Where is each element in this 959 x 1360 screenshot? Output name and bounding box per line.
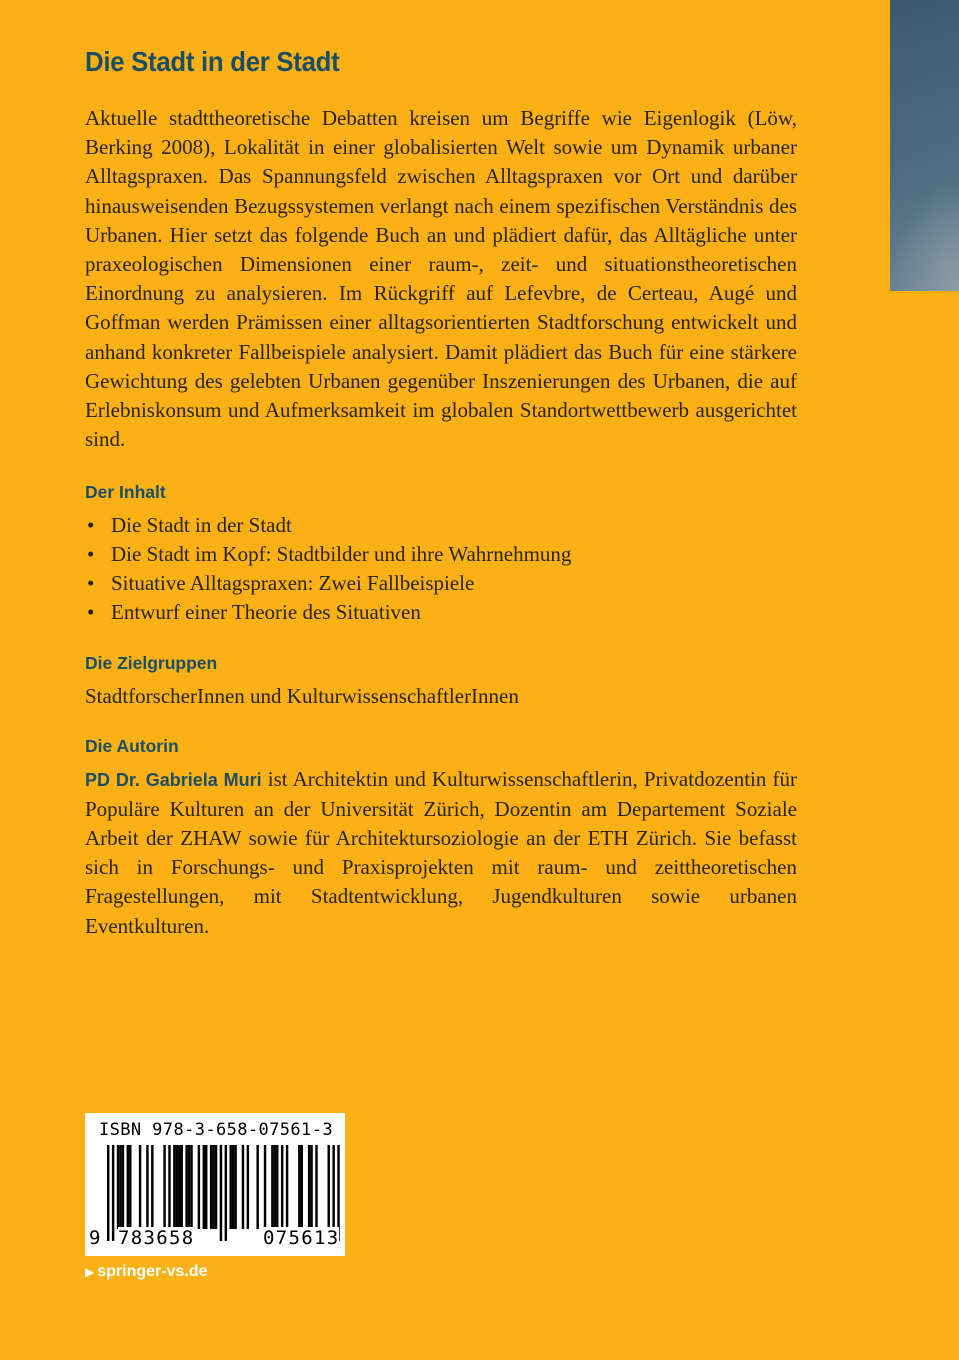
barcode-bar <box>117 1145 119 1229</box>
barcode-bar <box>212 1145 214 1229</box>
barcode-bar <box>315 1145 317 1229</box>
barcode-bar <box>276 1145 278 1229</box>
barcode-bar <box>181 1145 183 1229</box>
barcode-bar <box>310 1145 312 1229</box>
barcode-bar <box>112 1145 114 1241</box>
barcode-bar <box>185 1145 187 1229</box>
zielgruppen-text: StadtforscherInnen und KulturwissenschaftlerInnen <box>85 684 519 709</box>
autorin-bio <box>85 765 797 941</box>
barcode-bar <box>139 1145 141 1229</box>
barcode-bar <box>234 1145 236 1229</box>
book-description: Aktuelle stadttheoretische Debatten kreisen um Begriffe wie Eigenlogik (Löw, Berking 2008), Lokalität in einer globalisierten Welt sowie um Dynamik urbaner Alltagspraxen. Das Spannungsfeld zwischen Alltagspraxen vor Ort und darüber hinausweisenden Bezugssystemen verlangt nach einem spezifischen Verständnis des Urbanen. Hier setzt das folgende Buch an und plädiert dafür, das Alltägliche unter praxeologischen Dimensionen einer raum-, zeit- und situationstheoretischen Einordnung zu analysieren. Im Rückgriff auf Lefevbre, de Certeau, Augé und Goffman werden Prämissen einer alltagsorientierten Stadtforschung entwickelt und anhand konkreter Fallbeispiele analysiert. Damit plädiert das Buch für eine stärkere Gewichtung des gelebten Urbanen gegenüber Inszenierungen des Urbanen, die auf Erlebniskonsum und Aufmerksamkeit im globalen Standortwettbewerb ausgerichtet sind. <box>85 106 797 452</box>
barcode-bar <box>190 1145 192 1229</box>
barcode-bar <box>215 1145 217 1229</box>
barcode-bar <box>256 1145 258 1229</box>
barcode-bar <box>232 1145 234 1229</box>
barcode-bar <box>129 1145 131 1229</box>
barcode-bar <box>286 1145 288 1229</box>
publisher-url: springer-vs.de <box>97 1263 208 1280</box>
barcode-bar <box>271 1145 273 1229</box>
barcode-bar <box>173 1145 175 1229</box>
barcode-bar <box>225 1145 227 1241</box>
barcode-digits-left: 783658 <box>118 1227 195 1249</box>
barcode-bar <box>122 1145 124 1229</box>
barcode-bar <box>146 1145 148 1229</box>
list-item: • Situative Alltagspraxen: Zwei Fallbeispiele <box>85 569 797 598</box>
barcode-digits-right: 075613 <box>263 1227 340 1249</box>
publisher-link[interactable] <box>85 1263 208 1281</box>
cover-corner-art <box>890 0 959 291</box>
inhalt-heading: Der Inhalt <box>85 482 166 503</box>
barcode-bar <box>107 1145 109 1241</box>
list-item: • Die Stadt in der Stadt <box>85 511 797 540</box>
back-cover-content <box>85 46 797 941</box>
barcode-bar <box>328 1145 330 1229</box>
barcode-bar <box>281 1145 283 1229</box>
barcode-bar <box>210 1145 212 1229</box>
barcode-bar <box>163 1145 165 1229</box>
barcode-bar <box>188 1145 190 1229</box>
barcode-bar <box>119 1145 121 1229</box>
barcode-bar <box>274 1145 276 1229</box>
barcode-bar <box>247 1145 249 1229</box>
barcode-digit-first: 9 <box>89 1227 101 1249</box>
isbn-barcode-box <box>85 1113 345 1256</box>
inhalt-list <box>85 511 797 627</box>
author-bio-text: ist Architektin und Kulturwissenschaftlerin, Privatdozentin für Populäre Kulturen an der Universität Zürich, Dozentin am Departement Soziale Arbeit der ZHAW sowie für Architektursoziologie an der ETH Zürich. Sie befasst sich in Forschungs- und Praxisprojekten mit raum- und zeittheoretischen Fragestellungen, mit Stadtentwicklung, Jugendkulturen sowie urbanen Eventkulturen. <box>85 766 797 938</box>
isbn-label: ISBN 978-3-658-07561-3 <box>99 1120 333 1140</box>
barcode-bar <box>230 1145 232 1229</box>
barcode-bar <box>168 1145 170 1229</box>
list-item: • Die Stadt im Kopf: Stadtbilder und ihre Wahrnehmung <box>85 540 797 569</box>
barcode-bar <box>242 1145 244 1229</box>
barcode-bar <box>205 1145 207 1229</box>
barcode-bar <box>178 1145 180 1229</box>
barcode-bar <box>264 1145 266 1229</box>
triangle-right-icon: ▶ <box>85 1265 95 1279</box>
barcode-bar <box>308 1145 310 1229</box>
barcode-bar <box>198 1145 200 1229</box>
list-item: • Entwurf einer Theorie des Situativen <box>85 598 797 627</box>
barcode-bar <box>298 1145 300 1229</box>
barcode-bar <box>301 1145 303 1229</box>
barcode-bar <box>176 1145 178 1229</box>
barcode-bar <box>203 1145 205 1229</box>
barcode-bar <box>127 1145 129 1229</box>
zielgruppen-heading: Die Zielgruppen <box>85 653 218 674</box>
autorin-heading: Die Autorin <box>85 735 179 756</box>
barcode-bar <box>220 1145 222 1241</box>
author-name: PD Dr. Gabriela Muri <box>85 769 262 790</box>
barcode-bar <box>151 1145 153 1229</box>
book-title: Die Stadt in der Stadt <box>85 46 340 77</box>
